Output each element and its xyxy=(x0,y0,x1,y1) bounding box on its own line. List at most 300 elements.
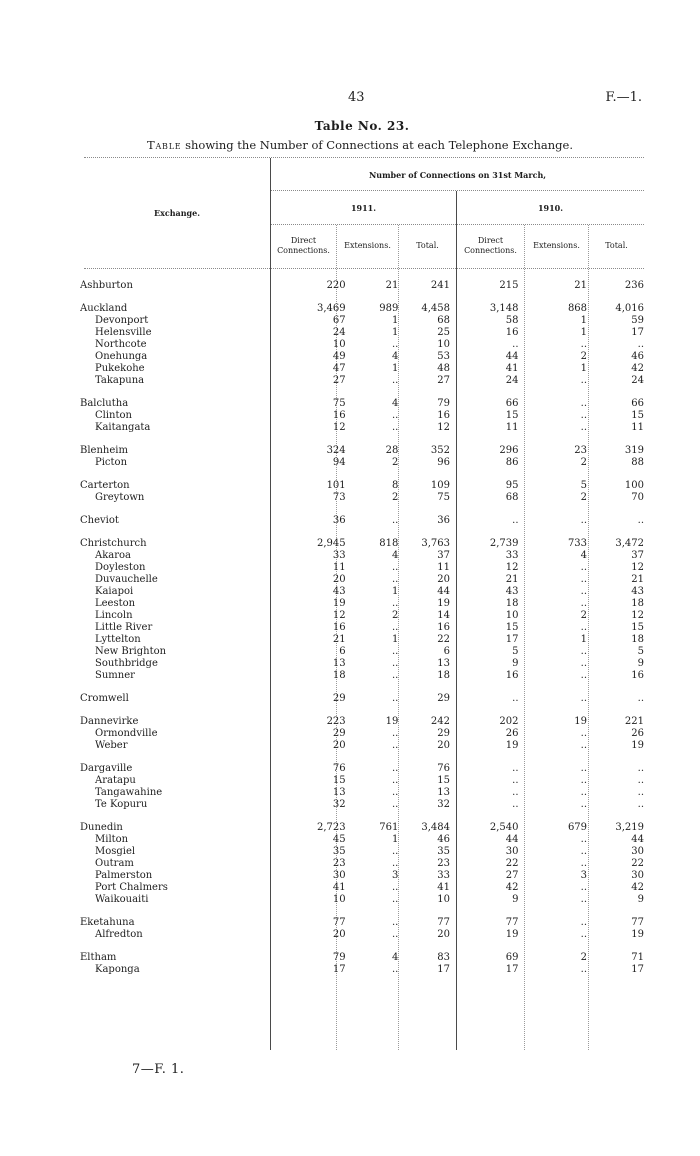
cell-direct-1910: 44 xyxy=(505,834,519,845)
exchange-name: Leeston xyxy=(95,598,136,609)
table-row xyxy=(80,351,644,363)
exchange-name: Northcote xyxy=(95,339,147,350)
group-spacer xyxy=(80,752,644,763)
cell-total-1911: 12 xyxy=(437,422,450,433)
cell-total-1910: 46 xyxy=(631,351,644,362)
cell-total-1911: 77 xyxy=(437,917,450,928)
exchange-name: Balclutha xyxy=(80,398,129,409)
cell-extensions-1910: 1 xyxy=(580,315,588,326)
cell-extensions-1911: .. xyxy=(392,515,399,526)
cell-extensions-1911: .. xyxy=(392,846,399,857)
cell-total-1911: 15 xyxy=(437,775,450,786)
cell-direct-1911: 73 xyxy=(332,492,346,503)
exchange-name: Christchurch xyxy=(80,538,147,549)
cell-extensions-1911: .. xyxy=(392,894,399,905)
cell-extensions-1910: .. xyxy=(580,740,588,751)
spacer-cell xyxy=(80,811,644,822)
cell-extensions-1911: 2 xyxy=(391,457,399,468)
exchange-name: Doyleston xyxy=(95,562,146,573)
spacer-cell xyxy=(80,906,644,917)
cell-extensions-1911: .. xyxy=(392,740,399,751)
cell-extensions-1911: 1 xyxy=(391,363,399,374)
cell-extensions-1911: 1 xyxy=(391,634,399,645)
cell-total-1910: 12 xyxy=(631,562,644,573)
cell-direct-1910: 12 xyxy=(505,562,519,573)
cell-total-1910: 9 xyxy=(637,658,644,669)
header-direct-1911 xyxy=(271,236,336,256)
cell-total-1910: .. xyxy=(637,775,644,786)
spacer-cell xyxy=(80,434,644,445)
exchange-name: Carterton xyxy=(80,480,130,491)
table-row xyxy=(80,952,644,964)
exchange-name: Clinton xyxy=(95,410,132,421)
exchange-name: Little River xyxy=(95,622,153,633)
cell-extensions-1910: 1 xyxy=(580,363,588,374)
cell-total-1910: .. xyxy=(637,693,644,704)
cell-total-1910: .. xyxy=(637,787,644,798)
spacer-cell xyxy=(80,504,644,515)
table-row xyxy=(80,846,644,858)
cell-extensions-1911: 1 xyxy=(391,327,399,338)
table-row xyxy=(80,634,644,646)
cell-extensions-1911: 4 xyxy=(391,550,399,561)
cell-extensions-1910: .. xyxy=(580,586,588,597)
table-row xyxy=(80,787,644,799)
cell-direct-1911: 3,469 xyxy=(317,303,346,314)
cell-total-1910: 15 xyxy=(631,622,644,633)
table-row xyxy=(80,398,644,410)
cell-direct-1910: 19 xyxy=(505,929,519,940)
cell-direct-1911: 49 xyxy=(332,351,346,362)
cell-direct-1911: 29 xyxy=(332,693,346,704)
exchange-name: Greytown xyxy=(95,492,145,503)
cell-total-1911: 4,458 xyxy=(421,303,450,314)
cell-extensions-1910: .. xyxy=(580,929,588,940)
cell-extensions-1911: .. xyxy=(392,670,399,681)
cell-total-1911: 83 xyxy=(437,952,450,963)
cell-extensions-1910: .. xyxy=(580,670,588,681)
table-row xyxy=(80,303,644,315)
table-row xyxy=(80,339,644,351)
cell-extensions-1911: 818 xyxy=(379,538,399,549)
group-spacer xyxy=(80,682,644,693)
spacer-cell xyxy=(80,705,644,716)
cell-direct-1910: 24 xyxy=(505,375,519,386)
cell-extensions-1910: 868 xyxy=(567,303,588,314)
cell-direct-1910: 26 xyxy=(505,728,519,739)
cell-extensions-1910: .. xyxy=(580,410,588,421)
cell-direct-1911: 15 xyxy=(332,775,346,786)
exchange-name: Kaitangata xyxy=(95,422,151,433)
table-row xyxy=(80,858,644,870)
cell-direct-1911: 45 xyxy=(332,834,346,845)
cell-extensions-1911: 1 xyxy=(391,586,399,597)
cell-total-1911: 3,763 xyxy=(421,538,450,549)
cell-total-1911: 44 xyxy=(437,586,450,597)
table-row xyxy=(80,457,644,469)
cell-total-1910: 71 xyxy=(631,952,644,963)
cell-total-1910: .. xyxy=(637,799,644,810)
cell-direct-1911: 2,723 xyxy=(317,822,346,833)
cell-extensions-1911: .. xyxy=(392,339,399,350)
cell-extensions-1911: .. xyxy=(392,799,399,810)
cell-direct-1911: 220 xyxy=(326,280,346,291)
cell-extensions-1910: .. xyxy=(580,339,588,350)
cell-total-1911: 3,484 xyxy=(421,822,450,833)
exchange-name: Akaroa xyxy=(95,550,132,561)
table-row xyxy=(80,870,644,882)
exchange-name: Milton xyxy=(95,834,129,845)
cell-extensions-1911: .. xyxy=(392,375,399,386)
cell-total-1911: 29 xyxy=(437,693,450,704)
table-row xyxy=(80,670,644,682)
table-row xyxy=(80,775,644,787)
cell-total-1910: 221 xyxy=(624,716,644,727)
cell-direct-1911: 18 xyxy=(332,670,346,681)
group-spacer xyxy=(80,906,644,917)
cell-direct-1911: 13 xyxy=(332,787,346,798)
cell-direct-1910: 215 xyxy=(499,280,519,291)
cell-extensions-1910: .. xyxy=(580,574,588,585)
cell-total-1911: 68 xyxy=(437,315,450,326)
cell-total-1910: 37 xyxy=(631,550,644,561)
header-group: Number of Connections on 31st March, xyxy=(368,170,547,180)
table-row xyxy=(80,622,644,634)
cell-direct-1910: 77 xyxy=(505,917,519,928)
cell-total-1911: 10 xyxy=(437,894,450,905)
cell-direct-1911: 21 xyxy=(332,634,346,645)
cell-extensions-1910: .. xyxy=(580,658,588,669)
cell-direct-1910: .. xyxy=(512,515,519,526)
cell-total-1911: 29 xyxy=(437,728,450,739)
cell-direct-1911: 67 xyxy=(332,315,346,326)
cell-direct-1910: 202 xyxy=(499,716,519,727)
exchange-name: Lincoln xyxy=(95,610,133,621)
table-row xyxy=(80,480,644,492)
cell-total-1911: 53 xyxy=(437,351,450,362)
cell-direct-1911: 12 xyxy=(332,610,346,621)
cell-direct-1910: 2,540 xyxy=(489,822,519,833)
cell-total-1910: .. xyxy=(637,515,644,526)
cell-extensions-1910: 1 xyxy=(580,327,588,338)
cell-extensions-1911: 1 xyxy=(391,315,399,326)
cell-total-1911: 17 xyxy=(437,964,450,975)
cell-total-1910: 44 xyxy=(631,834,644,845)
cell-direct-1910: 42 xyxy=(505,882,519,893)
cell-total-1910: 12 xyxy=(631,610,644,621)
cell-extensions-1910: .. xyxy=(580,763,588,774)
cell-direct-1911: 11 xyxy=(332,562,346,573)
exchange-name: Outram xyxy=(95,858,134,869)
cell-extensions-1910: 679 xyxy=(567,822,588,833)
cell-direct-1911: 76 xyxy=(332,763,346,774)
cell-extensions-1910: 733 xyxy=(567,538,588,549)
table-row xyxy=(80,658,644,670)
exchange-name: Dunedin xyxy=(80,822,123,833)
cell-direct-1910: 19 xyxy=(505,740,519,751)
cell-direct-1911: 19 xyxy=(332,598,346,609)
cell-direct-1911: 20 xyxy=(332,574,346,585)
cell-total-1911: 6 xyxy=(443,646,450,657)
cell-total-1911: 23 xyxy=(437,858,450,869)
cell-extensions-1910: .. xyxy=(580,515,588,526)
cell-extensions-1911: 761 xyxy=(379,822,399,833)
cell-total-1910: 18 xyxy=(631,634,644,645)
cell-extensions-1911: .. xyxy=(392,574,399,585)
cell-extensions-1910: 2 xyxy=(580,351,588,362)
table-row xyxy=(80,799,644,811)
exchange-name: Picton xyxy=(95,457,128,468)
group-spacer xyxy=(80,292,644,303)
cell-total-1911: 241 xyxy=(430,280,450,291)
exchange-name: Alfredton xyxy=(95,929,143,940)
cell-total-1911: 32 xyxy=(437,799,450,810)
cell-total-1910: 26 xyxy=(631,728,644,739)
cell-total-1910: 17 xyxy=(631,964,644,975)
cell-total-1911: 242 xyxy=(430,716,450,727)
spacer-cell xyxy=(80,527,644,538)
cell-extensions-1910: .. xyxy=(580,598,588,609)
cell-total-1911: 36 xyxy=(437,515,450,526)
header-total-1910: Total. xyxy=(605,241,628,250)
cell-extensions-1910: 2 xyxy=(580,952,588,963)
cell-extensions-1910: .. xyxy=(580,894,588,905)
cell-total-1911: 46 xyxy=(437,834,450,845)
cell-total-1910: 30 xyxy=(631,846,644,857)
cell-extensions-1910: 1 xyxy=(580,634,588,645)
exchange-name: Ashburton xyxy=(80,280,133,291)
cell-extensions-1911: 2 xyxy=(391,492,399,503)
table-row xyxy=(80,410,644,422)
cell-extensions-1910: .. xyxy=(580,834,588,845)
cell-extensions-1911: 989 xyxy=(379,303,399,314)
cell-direct-1910: 15 xyxy=(505,410,519,421)
cell-total-1911: 14 xyxy=(437,610,450,621)
cell-extensions-1910: .. xyxy=(580,917,588,928)
exchange-name: Aratapu xyxy=(95,775,136,786)
table-row xyxy=(80,834,644,846)
table-row xyxy=(80,363,644,375)
exchange-name: Onehunga xyxy=(95,351,148,362)
exchange-name: Takapuna xyxy=(95,375,145,386)
exchange-name: Weber xyxy=(95,740,128,751)
cell-extensions-1910: .. xyxy=(580,787,588,798)
table-row xyxy=(80,422,644,434)
table-row xyxy=(80,598,644,610)
connections-table xyxy=(80,280,644,976)
cell-direct-1910: 296 xyxy=(499,445,519,456)
exchange-name: Mosgiel xyxy=(95,846,136,857)
cell-direct-1910: 18 xyxy=(505,598,519,609)
cell-direct-1911: 2,945 xyxy=(317,538,346,549)
table-row xyxy=(80,693,644,705)
header-exchange: Exchange. xyxy=(153,208,201,218)
cell-direct-1911: 79 xyxy=(332,952,346,963)
exchange-name: Sumner xyxy=(95,670,135,681)
cell-total-1910: 15 xyxy=(631,410,644,421)
year-rule xyxy=(271,190,644,191)
cell-total-1910: .. xyxy=(637,763,644,774)
cell-extensions-1910: .. xyxy=(580,964,588,975)
cell-direct-1910: 68 xyxy=(505,492,519,503)
cell-direct-1911: 20 xyxy=(332,740,346,751)
cell-direct-1910: 3,148 xyxy=(489,303,519,314)
spacer-cell xyxy=(80,682,644,693)
cell-direct-1911: 6 xyxy=(339,646,346,657)
cell-direct-1910: 22 xyxy=(505,858,519,869)
cell-extensions-1911: .. xyxy=(392,562,399,573)
cell-direct-1911: 75 xyxy=(332,398,346,409)
table-row xyxy=(80,538,644,550)
spacer-cell xyxy=(80,752,644,763)
spacer-cell xyxy=(80,941,644,952)
cell-extensions-1911: 28 xyxy=(385,445,399,456)
exchange-name: Lyttelton xyxy=(95,634,141,645)
cell-direct-1911: 10 xyxy=(332,339,346,350)
cell-total-1910: 70 xyxy=(631,492,644,503)
table-row xyxy=(80,550,644,562)
cell-total-1911: 16 xyxy=(437,410,450,421)
cell-total-1910: 5 xyxy=(637,646,644,657)
cell-total-1911: 27 xyxy=(437,375,450,386)
cell-direct-1910: .. xyxy=(512,763,519,774)
cell-extensions-1910: 2 xyxy=(580,610,588,621)
cell-total-1910: 22 xyxy=(631,858,644,869)
exchange-name: Eketahuna xyxy=(80,917,135,928)
exchange-name: Tangawahine xyxy=(95,787,163,798)
cell-total-1910: 4,016 xyxy=(615,303,644,314)
table-row xyxy=(80,716,644,728)
exchange-name: Devonport xyxy=(95,315,149,326)
cell-direct-1910: 95 xyxy=(505,480,519,491)
cell-total-1910: 21 xyxy=(631,574,644,585)
table-row xyxy=(80,728,644,740)
header-bottom-rule xyxy=(84,268,644,269)
cell-direct-1910: 69 xyxy=(505,952,519,963)
cell-extensions-1910: .. xyxy=(580,775,588,786)
cell-direct-1911: 13 xyxy=(332,658,346,669)
cell-extensions-1910: .. xyxy=(580,693,588,704)
cell-direct-1910: 11 xyxy=(505,422,519,433)
cell-direct-1910: .. xyxy=(512,775,519,786)
cell-direct-1910: 43 xyxy=(505,586,519,597)
table-body xyxy=(80,280,644,976)
cell-extensions-1910: .. xyxy=(580,375,588,386)
exchange-name: Kaiapoi xyxy=(95,586,134,597)
group-spacer xyxy=(80,705,644,716)
cell-total-1910: 77 xyxy=(631,917,644,928)
cell-direct-1911: 43 xyxy=(332,586,346,597)
cell-total-1910: 3,219 xyxy=(615,822,644,833)
cell-total-1910: 42 xyxy=(631,882,644,893)
exchange-name: Helensville xyxy=(95,327,152,338)
cell-total-1910: 43 xyxy=(631,586,644,597)
spacer-cell xyxy=(80,292,644,303)
header-year-1911: 1911. xyxy=(350,203,377,213)
table-row xyxy=(80,445,644,457)
page-number: 43 xyxy=(348,90,365,105)
cell-direct-1911: 24 xyxy=(332,327,346,338)
header-direct-line1: Direct xyxy=(290,236,317,245)
exchange-name: Southbridge xyxy=(95,658,158,669)
cell-extensions-1911: 4 xyxy=(391,398,399,409)
cell-total-1910: 30 xyxy=(631,870,644,881)
cell-total-1911: 11 xyxy=(437,562,450,573)
cell-total-1910: .. xyxy=(637,339,644,350)
cell-total-1910: 24 xyxy=(631,375,644,386)
table-row xyxy=(80,280,644,292)
table-row xyxy=(80,586,644,598)
cell-extensions-1911: .. xyxy=(392,763,399,774)
table-title: Table No. 23. xyxy=(314,119,410,133)
cell-extensions-1911: .. xyxy=(392,929,399,940)
cell-direct-1911: 41 xyxy=(332,882,346,893)
cell-total-1910: 11 xyxy=(631,422,644,433)
exchange-name: Waikouaiti xyxy=(95,894,149,905)
cell-extensions-1911: 2 xyxy=(391,610,399,621)
exchange-name: Port Chalmers xyxy=(95,882,168,893)
cell-direct-1910: 66 xyxy=(505,398,519,409)
cell-total-1910: 3,472 xyxy=(615,538,644,549)
table-row xyxy=(80,740,644,752)
cell-extensions-1910: .. xyxy=(580,398,588,409)
exchange-name: Eltham xyxy=(80,952,117,963)
group-spacer xyxy=(80,941,644,952)
cell-direct-1911: 23 xyxy=(332,858,346,869)
exchange-name: Pukekohe xyxy=(95,363,145,374)
cell-extensions-1911: .. xyxy=(392,410,399,421)
cell-total-1910: 59 xyxy=(631,315,644,326)
cell-extensions-1911: .. xyxy=(392,882,399,893)
cell-direct-1911: 10 xyxy=(332,894,346,905)
exchange-name: Dannevirke xyxy=(80,716,139,727)
exchange-name: Palmerston xyxy=(95,870,153,881)
table-row xyxy=(80,917,644,929)
cell-extensions-1910: 5 xyxy=(580,480,588,491)
exchange-name: Duvauchelle xyxy=(95,574,158,585)
cell-total-1910: 19 xyxy=(631,929,644,940)
exchange-name: Ormondville xyxy=(95,728,158,739)
cell-total-1911: 13 xyxy=(437,658,450,669)
header-direct-line1: Direct xyxy=(477,236,504,245)
cell-direct-1910: 58 xyxy=(505,315,519,326)
cell-direct-1911: 77 xyxy=(332,917,346,928)
cell-direct-1911: 30 xyxy=(332,870,346,881)
cell-extensions-1911: .. xyxy=(392,775,399,786)
cell-total-1910: 17 xyxy=(631,327,644,338)
cell-total-1911: 22 xyxy=(437,634,450,645)
cell-direct-1910: 17 xyxy=(505,634,519,645)
cell-total-1911: 37 xyxy=(437,550,450,561)
cell-extensions-1911: .. xyxy=(392,964,399,975)
header-direct-line2: Connections. xyxy=(464,246,517,255)
cell-direct-1911: 29 xyxy=(332,728,346,739)
cell-direct-1911: 17 xyxy=(332,964,346,975)
cell-total-1910: 236 xyxy=(624,280,644,291)
group-spacer xyxy=(80,387,644,398)
cell-extensions-1910: .. xyxy=(580,846,588,857)
cell-total-1911: 48 xyxy=(437,363,450,374)
table-row xyxy=(80,894,644,906)
table-row xyxy=(80,375,644,387)
group-spacer xyxy=(80,434,644,445)
group-spacer xyxy=(80,469,644,480)
cell-extensions-1911: 4 xyxy=(391,952,399,963)
cell-total-1911: 13 xyxy=(437,787,450,798)
cell-direct-1911: 36 xyxy=(332,515,346,526)
cell-extensions-1910: .. xyxy=(580,562,588,573)
cell-direct-1911: 20 xyxy=(332,929,346,940)
